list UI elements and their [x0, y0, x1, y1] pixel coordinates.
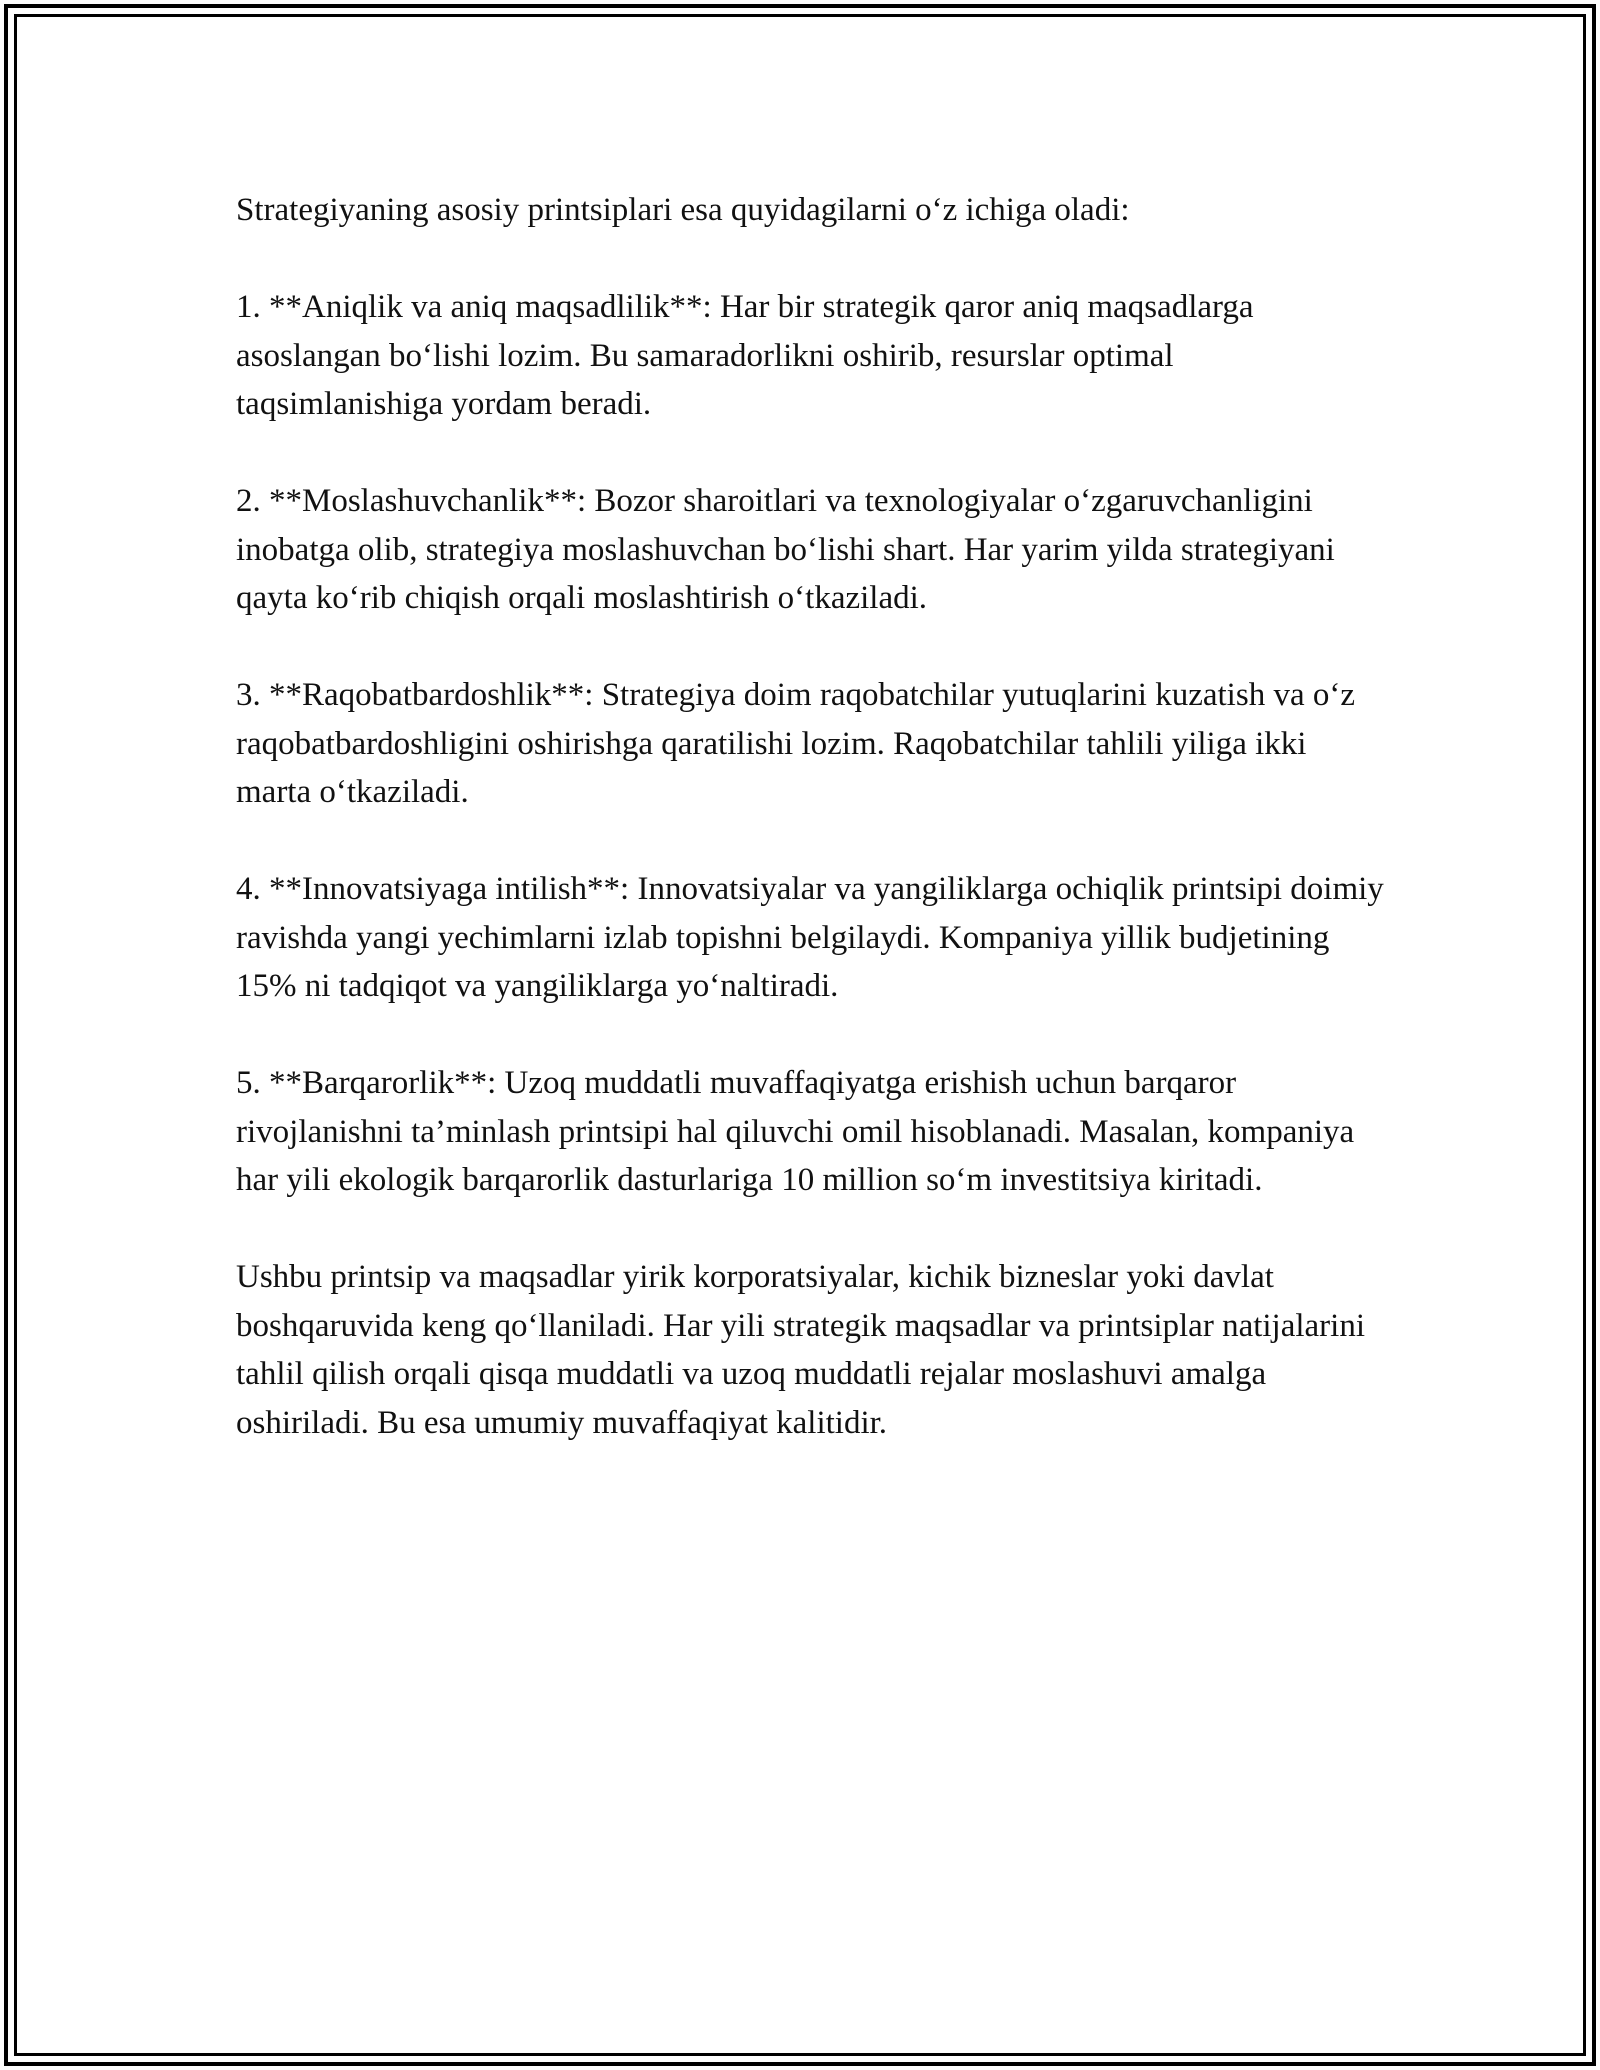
intro-paragraph: Strategiyaning asosiy printsiplari esa quyidagilarni o‘z ichiga oladi:: [236, 192, 1130, 228]
conclusion-paragraph: Ushbu printsip va maqsadlar yirik korporatsiyalar, kichik bizneslar yoki davlat boshqaruvida keng qo‘llaniladi. Har yili strategik maqsadlar va printsiplar natijalarini tahlil qilish orqali qisqa muddatli va uzoq muddatli rejalar moslashuvi amalga oshiriladi. Bu esa umumiy muvaffaqiyat kalitidir.: [236, 1259, 1366, 1441]
principle-item-4: 4. **Innovatsiyaga intilish**: Innovatsiyalar va yangiliklarga ochiqlik printsipi doimiy ravishda yangi yechimlarni izlab topishni belgilaydi. Kompaniya yillik budjetining 15% ni tadqiqot va yangiliklarga yo‘naltiradi.: [236, 871, 1384, 1004]
principle-item-3: 3. **Raqobatbardoshlik**: Strategiya doim raqobatchilar yutuqlarini kuzatish va o‘z raqobatbardoshligini oshirishga qaratilishi lozim. Raqobatchilar tahlili yiliga ikki marta o‘tkaziladi.: [236, 677, 1355, 810]
document-body: [236, 186, 1386, 1496]
principle-item-2: 2. **Moslashuvchanlik**: Bozor sharoitlari va texnologiyalar o‘zgaruvchanligini inobatga olib, strategiya moslashuvchan bo‘lishi shart. Har yarim yilda strategiyani qayta ko‘rib chiqish orqali moslashtirish o‘tkaziladi.: [236, 483, 1335, 616]
principle-item-1: 1. **Aniqlik va aniq maqsadlilik**: Har bir strategik qaror aniq maqsadlarga asoslangan bo‘lishi lozim. Bu samaradorlikni oshirib, resurslar optimal taqsimlanishiga yordam beradi.: [236, 289, 1254, 422]
principle-item-5: 5. **Barqarorlik**: Uzoq muddatli muvaffaqiyatga erishish uchun barqaror rivojlanishni ta’minlash printsipi hal qiluvchi omil hisoblanadi. Masalan, kompaniya har yili ekologik barqarorlik dasturlariga 10 million so‘m investitsiya kiritadi.: [236, 1065, 1355, 1198]
